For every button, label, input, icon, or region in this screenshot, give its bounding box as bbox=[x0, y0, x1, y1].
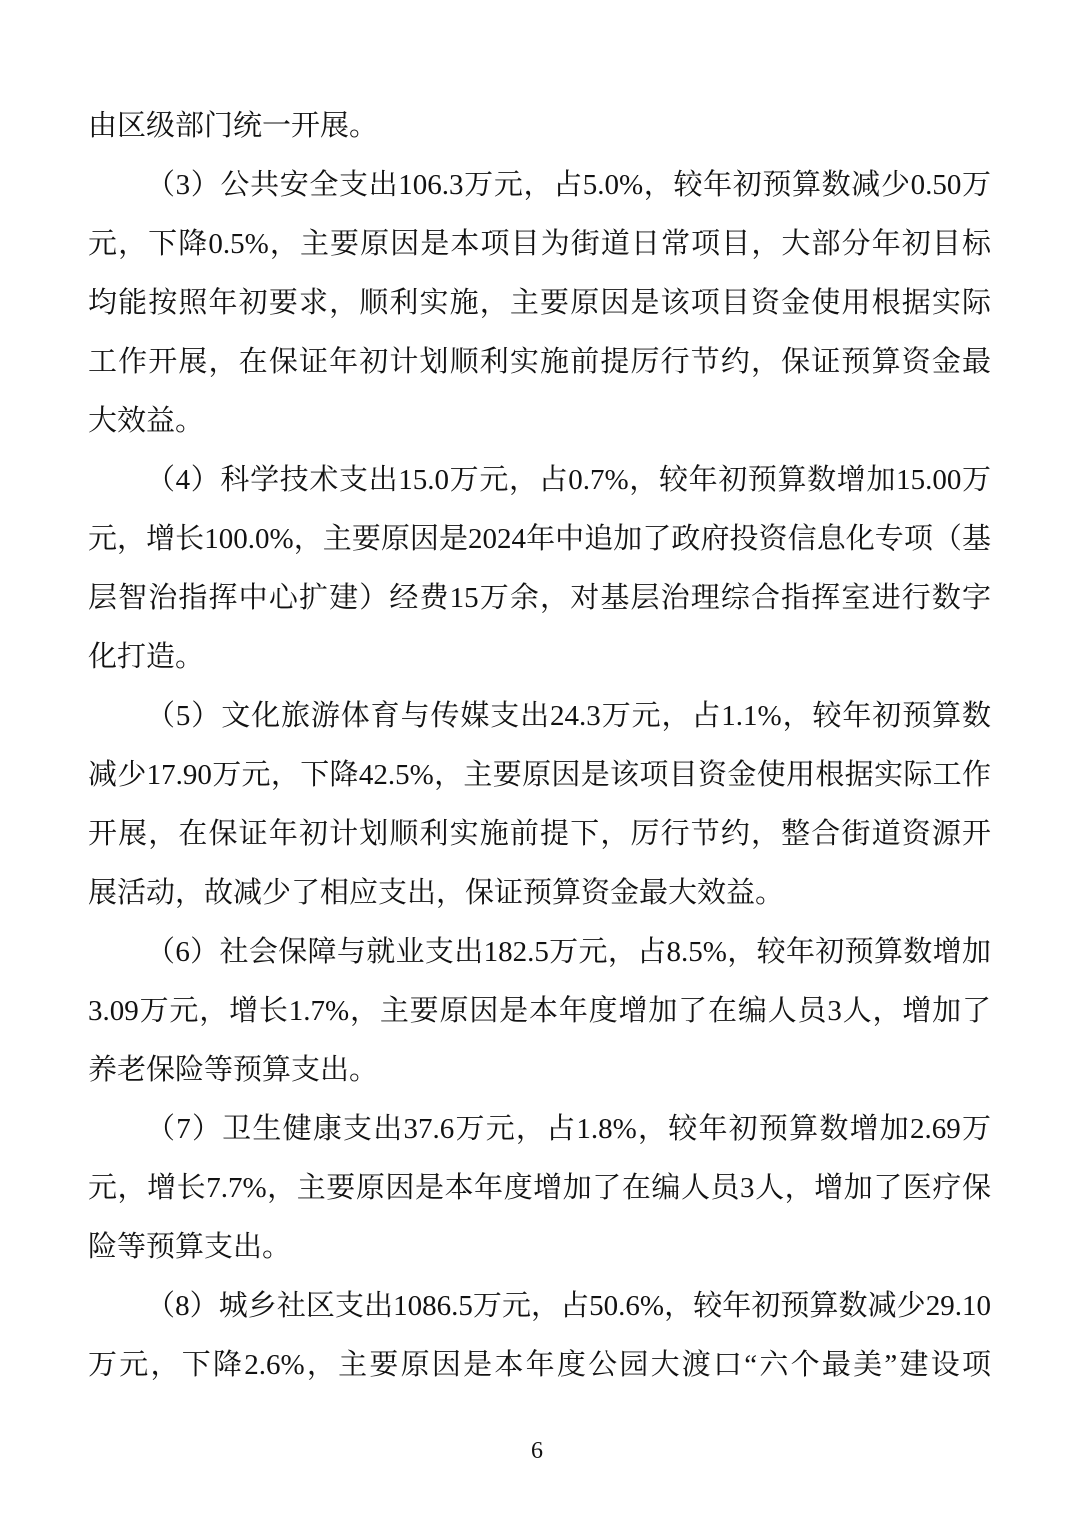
text-line: 由区级部门统一开展。 bbox=[88, 110, 379, 142]
text-line: 养老保险等预算支出。 bbox=[88, 1054, 379, 1086]
text-line: 险等预算支出。 bbox=[88, 1231, 292, 1263]
text-line: （3）公共安全支出106.3万元，占5.0%，较年初预算数减少0.50万 bbox=[146, 169, 991, 201]
page-number: 6 bbox=[531, 1438, 543, 1464]
text-line: （4）科学技术支出15.0万元，占0.7%，较年初预算数增加15.00万 bbox=[146, 464, 991, 496]
paragraph bbox=[88, 687, 991, 923]
paragraph bbox=[88, 156, 991, 451]
text-line: （7）卫生健康支出37.6万元，占1.8%，较年初预算数增加2.69万 bbox=[146, 1113, 991, 1145]
text-line: 大效益。 bbox=[88, 405, 205, 437]
text-line: 元，增长7.7%，主要原因是本年度增加了在编人员3人，增加了医疗保 bbox=[88, 1172, 991, 1204]
text-line: 化打造。 bbox=[88, 641, 205, 673]
paragraph bbox=[88, 1100, 991, 1277]
paragraph bbox=[88, 97, 991, 156]
text-line: 减少17.90万元，下降42.5%，主要原因是该项目资金使用根据实际工作 bbox=[88, 759, 991, 791]
paragraph bbox=[88, 451, 991, 687]
text-line: 元，增长100.0%，主要原因是2024年中追加了政府投资信息化专项（基 bbox=[88, 523, 991, 555]
text-line: 均能按照年初要求，顺利实施，主要原因是该项目资金使用根据实际 bbox=[88, 287, 991, 319]
text-line: 元，下降0.5%，主要原因是本项目为街道日常项目，大部分年初目标 bbox=[88, 228, 991, 260]
text-line: 工作开展，在保证年初计划顺利实施前提厉行节约，保证预算资金最 bbox=[88, 346, 991, 378]
text-line: 3.09万元，增长1.7%，主要原因是本年度增加了在编人员3人，增加了 bbox=[88, 995, 991, 1027]
text-line: 万元，下降2.6%，主要原因是本年度公园大渡口“六个最美”建设项 bbox=[88, 1349, 991, 1381]
text-line: 展活动，故减少了相应支出，保证预算资金最大效益。 bbox=[88, 877, 785, 909]
text-line: 层智治指挥中心扩建）经费15万余，对基层治理综合指挥室进行数字 bbox=[88, 582, 991, 614]
text-line: 开展，在保证年初计划顺利实施前提下，厉行节约，整合街道资源开 bbox=[88, 818, 991, 850]
paragraph bbox=[88, 923, 991, 1100]
text-line: （5）文化旅游体育与传媒支出24.3万元，占1.1%，较年初预算数 bbox=[146, 700, 991, 732]
paragraph bbox=[88, 1277, 991, 1395]
text-line: （8）城乡社区支出1086.5万元，占50.6%，较年初预算数减少29.10 bbox=[146, 1290, 991, 1322]
body-text bbox=[88, 97, 991, 1395]
text-line: （6）社会保障与就业支出182.5万元，占8.5%，较年初预算数增加 bbox=[146, 936, 991, 968]
